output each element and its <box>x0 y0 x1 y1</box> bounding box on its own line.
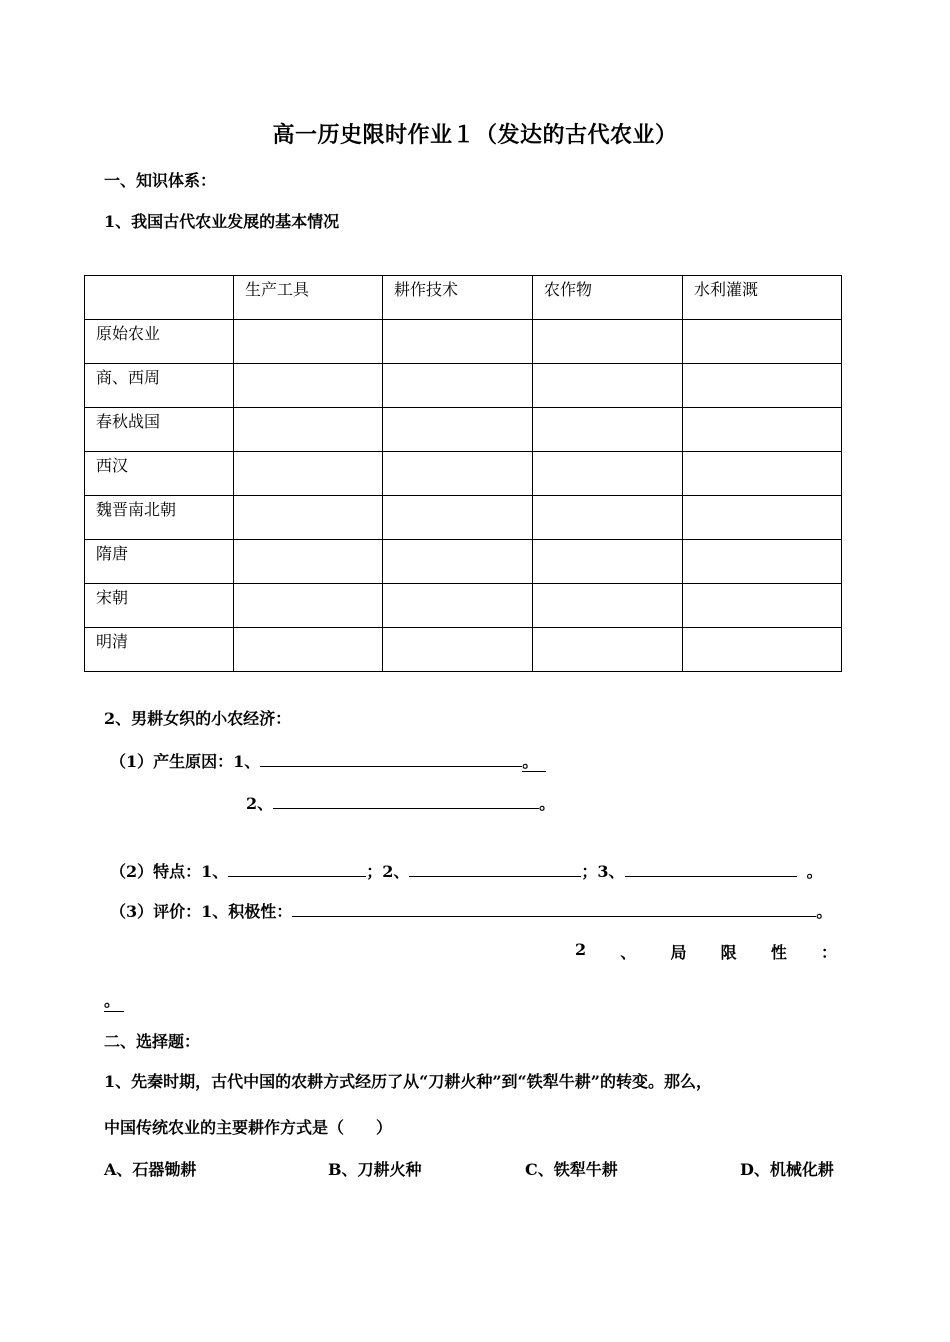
reason-1-blank[interactable] <box>260 748 522 767</box>
features-label: （2）特点：1、 <box>110 862 229 881</box>
blank-cell[interactable] <box>533 540 683 584</box>
reason-line-2 <box>246 790 555 814</box>
feature-sep-2: ；2、 <box>366 862 410 881</box>
question-1-line-2: 中国传统农业的主要耕作方式是（ ） <box>104 1118 393 1137</box>
row-label: 西汉 <box>85 452 234 496</box>
reason-2-period: 。 <box>539 794 556 813</box>
blank-cell[interactable] <box>533 584 683 628</box>
table-header-cell: 水利灌溉 <box>683 276 842 320</box>
blank-cell[interactable] <box>383 364 533 408</box>
features-period: 。 <box>806 862 823 881</box>
table-row <box>85 496 842 540</box>
blank-cell[interactable] <box>234 364 383 408</box>
table-row <box>85 540 842 584</box>
row-label: 魏晋南北朝 <box>85 496 234 540</box>
blank-cell[interactable] <box>234 540 383 584</box>
subheading-agriculture-overview: 1、我国古代农业发展的基本情况 <box>104 212 340 231</box>
table-row <box>85 452 842 496</box>
limitation-char: 限 <box>720 943 737 962</box>
feature-sep-3: ；3、 <box>581 862 625 881</box>
blank-cell[interactable] <box>383 628 533 672</box>
positive-blank[interactable] <box>292 898 816 917</box>
option-a[interactable]: A、石器锄耕 <box>104 1160 197 1179</box>
blank-cell[interactable] <box>383 408 533 452</box>
blank-cell[interactable] <box>683 584 842 628</box>
table-header-cell: 耕作技术 <box>383 276 533 320</box>
limitation-char: 性 <box>770 943 787 962</box>
table-header-cell <box>85 276 234 320</box>
table-row <box>85 408 842 452</box>
evaluation-period: 。 <box>816 902 833 921</box>
option-b[interactable]: B、刀耕火种 <box>328 1160 422 1179</box>
section-heading-choice: 二、选择题： <box>104 1032 201 1051</box>
row-label: 宋朝 <box>85 584 234 628</box>
blank-cell[interactable] <box>683 452 842 496</box>
blank-cell[interactable] <box>683 628 842 672</box>
blank-cell[interactable] <box>683 496 842 540</box>
blank-cell[interactable] <box>533 452 683 496</box>
table-header-row <box>85 276 842 320</box>
evaluation-label: （3）评价：1、积极性： <box>110 902 293 921</box>
agriculture-table <box>84 275 842 672</box>
option-c[interactable]: C、铁犁牛耕 <box>525 1160 618 1179</box>
blank-cell[interactable] <box>683 364 842 408</box>
row-label: 明清 <box>85 628 234 672</box>
row-label: 商、西周 <box>85 364 234 408</box>
page-title: 高一历史限时作业１（发达的古代农业） <box>272 123 678 148</box>
blank-cell[interactable] <box>234 584 383 628</box>
blank-cell[interactable] <box>683 408 842 452</box>
blank-cell[interactable] <box>533 628 683 672</box>
blank-cell[interactable] <box>533 496 683 540</box>
feature-1-blank[interactable] <box>228 858 366 877</box>
row-label: 春秋战国 <box>85 408 234 452</box>
limitation-char: ： <box>820 943 837 962</box>
subheading-small-peasant-economy: 2、男耕女织的小农经济： <box>104 709 292 728</box>
reason-label: （1）产生原因：1、 <box>110 752 261 771</box>
feature-3-blank[interactable] <box>625 858 797 877</box>
blank-cell[interactable] <box>383 452 533 496</box>
blank-cell[interactable] <box>533 408 683 452</box>
table-header-cell: 农作物 <box>533 276 683 320</box>
table-row <box>85 320 842 364</box>
reason-1-period: 。 <box>522 752 546 772</box>
reason-2-label: 2、 <box>246 794 274 813</box>
table-row <box>85 364 842 408</box>
blank-cell[interactable] <box>533 320 683 364</box>
blank-cell[interactable] <box>383 584 533 628</box>
blank-cell[interactable] <box>383 496 533 540</box>
reason-line-1 <box>110 748 546 772</box>
limitation-label <box>575 940 837 963</box>
row-label: 隋唐 <box>85 540 234 584</box>
evaluation-line <box>110 898 832 922</box>
question-1-line-1: 1、先秦时期，古代中国的农耕方式经历了从“刀耕火种”到“铁犁牛耕”的转变。那么， <box>104 1072 712 1091</box>
blank-cell[interactable] <box>683 540 842 584</box>
blank-cell[interactable] <box>683 320 842 364</box>
blank-cell[interactable] <box>234 408 383 452</box>
limitation-char: 2 <box>575 940 587 959</box>
limitation-end-mark: 。 <box>104 988 124 1012</box>
blank-cell[interactable] <box>533 364 683 408</box>
blank-cell[interactable] <box>234 496 383 540</box>
table-row <box>85 628 842 672</box>
blank-cell[interactable] <box>234 320 383 364</box>
feature-2-blank[interactable] <box>409 858 581 877</box>
blank-cell[interactable] <box>383 540 533 584</box>
limitation-char: 、 <box>620 943 637 962</box>
row-label: 原始农业 <box>85 320 234 364</box>
table-header-cell: 生产工具 <box>234 276 383 320</box>
blank-cell[interactable] <box>383 320 533 364</box>
features-line <box>110 858 823 882</box>
section-heading-knowledge: 一、知识体系： <box>104 171 217 190</box>
table-row <box>85 584 842 628</box>
option-d[interactable]: D、机械化耕 <box>740 1160 834 1179</box>
reason-2-blank[interactable] <box>273 790 539 809</box>
blank-cell[interactable] <box>234 628 383 672</box>
limitation-char: 局 <box>670 943 687 962</box>
blank-cell[interactable] <box>234 452 383 496</box>
